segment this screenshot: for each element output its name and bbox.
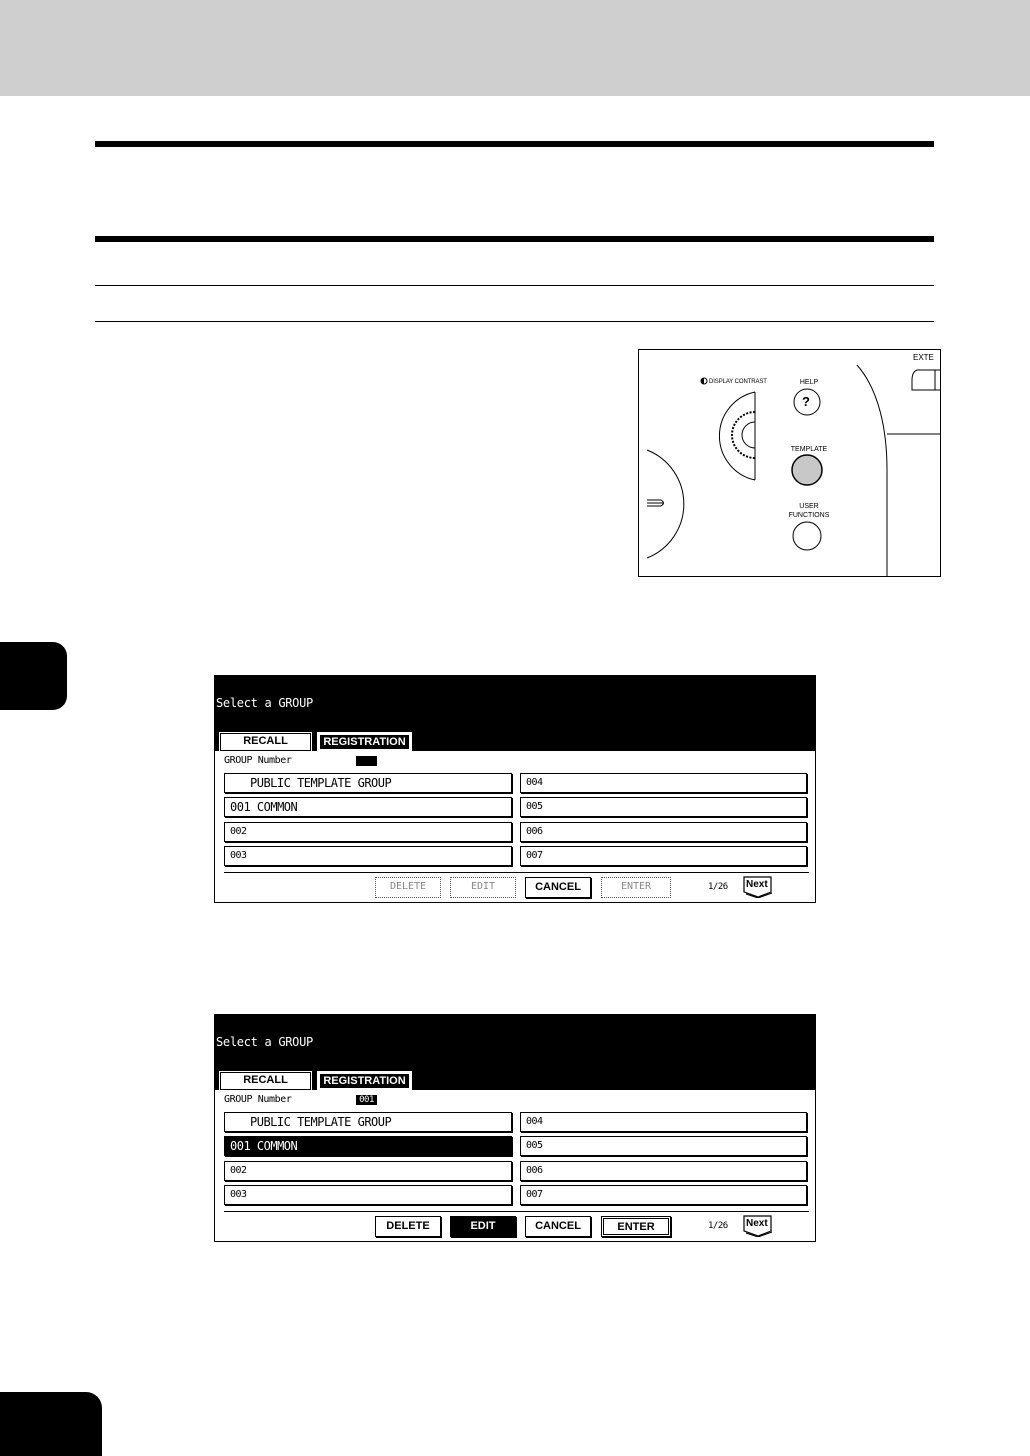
next-label: Next [746, 879, 768, 890]
page-number-tab [0, 1392, 102, 1456]
screen-title: Select a GROUP [216, 1035, 313, 1049]
delete-button[interactable]: DELETE [375, 877, 441, 898]
cancel-button[interactable]: CANCEL [525, 1216, 591, 1237]
group-item-public[interactable]: PUBLIC TEMPLATE GROUP [224, 1112, 512, 1132]
divider [224, 1211, 809, 1212]
group-item-002[interactable]: 002 [224, 822, 512, 842]
control-panel-illustration [638, 349, 941, 577]
group-item-006[interactable]: 006 [520, 1161, 807, 1181]
section-rule [95, 141, 934, 147]
edit-button[interactable]: EDIT [450, 1216, 516, 1237]
page-indicator: 1/26 [708, 882, 728, 892]
next-button[interactable] [743, 1215, 773, 1237]
group-item-007[interactable]: 007 [520, 1185, 807, 1205]
group-item-005[interactable]: 005 [520, 1136, 807, 1156]
tab-registration[interactable]: REGISTRATION [318, 733, 411, 751]
divider [95, 321, 934, 322]
next-label: Next [746, 1218, 768, 1229]
tab-recall[interactable]: RECALL [220, 733, 311, 751]
extension-label: EXTE [913, 353, 934, 362]
page-indicator: 1/26 [708, 1221, 728, 1231]
group-item-003[interactable]: 003 [224, 846, 512, 866]
next-button[interactable] [743, 876, 773, 898]
enter-button[interactable]: ENTER [601, 877, 671, 898]
group-number-value [356, 756, 377, 766]
enter-button[interactable]: ENTER [601, 1216, 671, 1237]
group-item-001[interactable]: 001 COMMON [224, 1136, 512, 1156]
tab-recall[interactable]: RECALL [220, 1072, 311, 1090]
group-item-001[interactable]: 001 COMMON [224, 797, 512, 817]
header-band [0, 0, 1030, 96]
group-item-005[interactable]: 005 [520, 797, 807, 817]
display-contrast-label: DISPLAY CONTRAST [709, 379, 767, 385]
question-mark-icon: ? [802, 394, 810, 409]
group-item-004[interactable]: 004 [520, 1112, 807, 1132]
template-label: TEMPLATE [790, 446, 828, 453]
group-number-label: GROUP Number [224, 755, 292, 766]
group-item-007[interactable]: 007 [520, 846, 807, 866]
tab-registration[interactable]: REGISTRATION [318, 1072, 411, 1090]
group-item-public[interactable]: PUBLIC TEMPLATE GROUP [224, 773, 512, 793]
group-item-003[interactable]: 003 [224, 1185, 512, 1205]
section-rule [95, 236, 934, 242]
divider [224, 872, 809, 873]
group-number-value: 001 [356, 1095, 377, 1105]
group-item-006[interactable]: 006 [520, 822, 807, 842]
edit-button[interactable]: EDIT [450, 877, 516, 898]
group-number-label: GROUP Number [224, 1094, 292, 1105]
lcd-screen-1 [214, 675, 816, 903]
divider [95, 285, 934, 286]
chapter-tab [0, 642, 67, 710]
user-functions-label: USER FUNCTIONS [788, 503, 830, 519]
help-label: HELP [799, 379, 819, 386]
screen-title: Select a GROUP [216, 696, 313, 710]
lcd-screen-2 [214, 1014, 816, 1242]
delete-button[interactable]: DELETE [375, 1216, 441, 1237]
cancel-button[interactable]: CANCEL [525, 877, 591, 898]
group-item-004[interactable]: 004 [520, 773, 807, 793]
group-item-002[interactable]: 002 [224, 1161, 512, 1181]
